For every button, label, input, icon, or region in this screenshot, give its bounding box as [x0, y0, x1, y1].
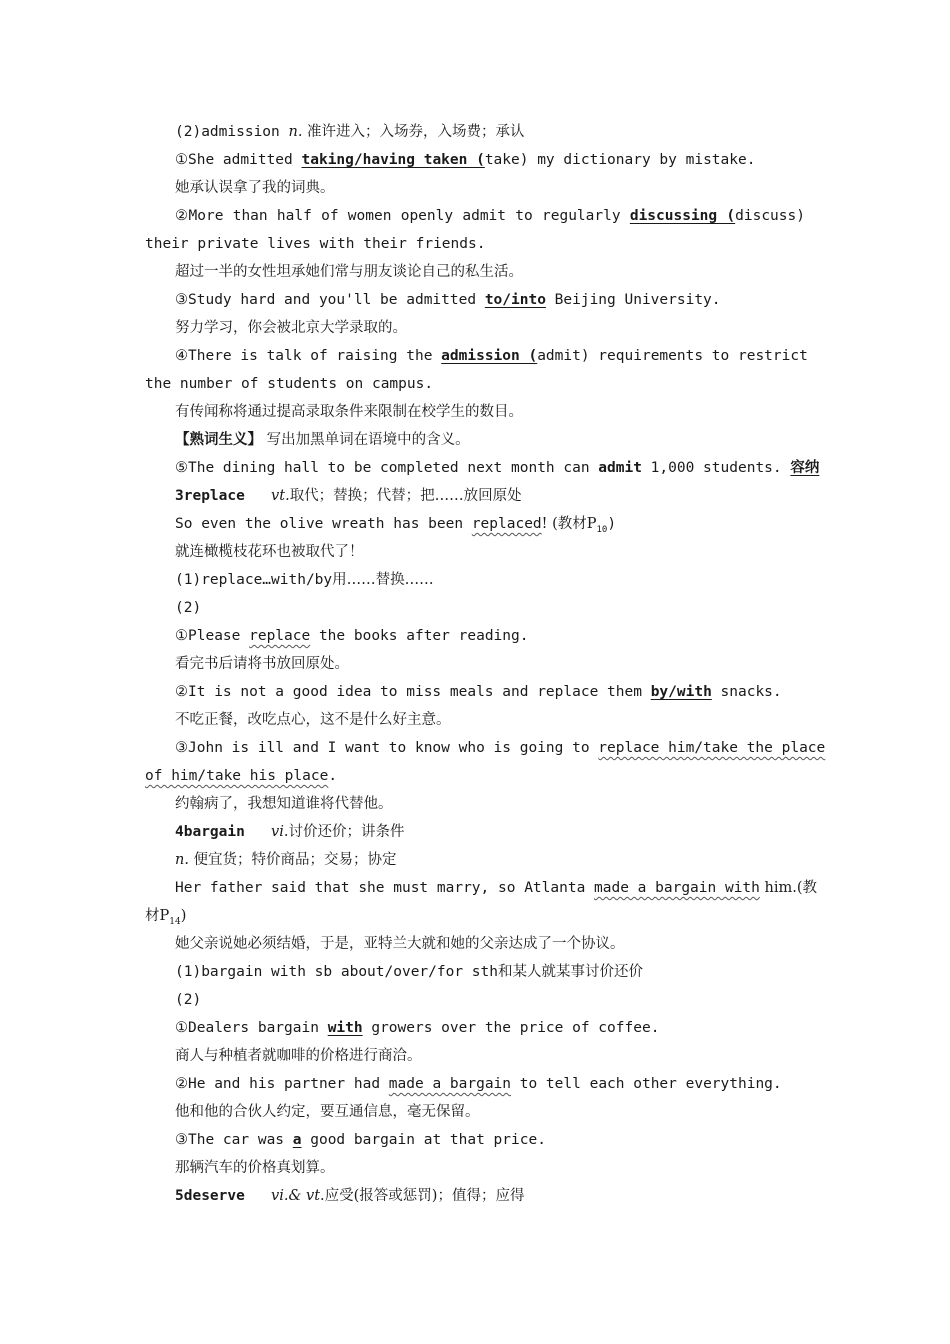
highlight-phrase: made a bargain with [594, 880, 760, 896]
vocab-meaning: 应受(报答或惩罚)；值得；应得 [324, 1188, 525, 1204]
answer-blank: to/into [484, 292, 546, 308]
text-line: (2) [175, 992, 202, 1008]
text-line [175, 622, 815, 650]
text-line [175, 1126, 815, 1154]
text-line [175, 874, 818, 902]
text-span: ③Study hard and you'll be admitted [175, 292, 485, 308]
page-subscript: 14 [169, 916, 181, 927]
highlight-phrase: replace him/take the place [598, 740, 826, 756]
text-span: 准许进入；入场券，入场费；承认 [302, 124, 525, 140]
text-span: discuss) [735, 208, 805, 224]
text-span: admit) requirements to restrict [537, 348, 808, 364]
text-line [175, 342, 808, 370]
text-span: ②It is not a good idea to miss meals and replace them [175, 684, 651, 700]
highlight-phrase: replace [249, 628, 311, 644]
answer-blank: by/with [650, 684, 712, 700]
text-span: ⑤The dining hall to be completed next month can [175, 460, 599, 476]
vocab-entry [175, 482, 815, 510]
text-line [175, 286, 815, 314]
text-span: ) [180, 908, 187, 924]
text-line [175, 566, 815, 594]
vocab-entry [175, 1182, 815, 1210]
answer-blank: a [292, 1132, 302, 1148]
heading-label: 【熟词生义】 [175, 431, 262, 448]
text-span: Beijing University. [545, 292, 721, 308]
highlight-phrase: replaced [471, 516, 542, 532]
text-span: 和某人就某事讨价还价 [498, 964, 644, 980]
vocab-entry [175, 818, 815, 846]
text-line [175, 118, 815, 146]
answer-blank: admission ( [441, 348, 538, 364]
text-span: 用……替换…… [332, 572, 434, 588]
translation-line: 超过一半的女性坦承她们常与朋友谈论自己的私生活。 [175, 264, 523, 280]
vocab-meaning: 取代；替换；代替；把……放回原处 [289, 488, 522, 504]
vocab-word: 5deserve [175, 1188, 245, 1204]
text-span: the books after reading. [310, 628, 529, 644]
text-span: 1,000 students. [641, 460, 791, 476]
text-span: ①Please [175, 628, 250, 644]
text-span: ③The car was [175, 1132, 293, 1148]
text-span: ②He and his partner had [175, 1076, 389, 1092]
text-span: ①Dealers bargain [175, 1020, 328, 1036]
translation-line: 她承认误拿了我的词典。 [175, 180, 335, 196]
text-span: . [328, 768, 338, 784]
translation-line: 努力学习，你会被北京大学录取的。 [175, 320, 407, 336]
text-line [175, 454, 820, 482]
text-line [175, 958, 815, 986]
text-span: him.(教 [759, 880, 818, 896]
answer-blank: 容纳 [790, 459, 820, 476]
text-span: to tell each other everything. [511, 1076, 782, 1092]
heading-text: 写出加黑单词在语境中的含义。 [262, 432, 470, 448]
text-span: good bargain at that price. [301, 1132, 546, 1148]
text-span: growers over the price of coffee. [362, 1020, 660, 1036]
text-span: ②More than half of women openly admit to regularly [175, 208, 630, 224]
translation-line: 不吃正餐，改吃点心，这不是什么好主意。 [175, 712, 451, 728]
vocab-word: 3replace [175, 488, 245, 504]
answer-blank: taking/having taken ( [301, 152, 485, 168]
text-line: (2) [175, 600, 202, 616]
text-line [145, 902, 807, 930]
text-line: their private lives with their friends. [145, 236, 486, 252]
section-heading [175, 426, 815, 454]
text-span: Her father said that she must marry, so Atlanta [175, 880, 595, 896]
text-span: So even the olive wreath has been [175, 516, 472, 532]
part-of-speech: vt. [271, 488, 290, 504]
answer-blank: discussing ( [629, 208, 736, 224]
text-line [175, 1070, 815, 1098]
text-span: ①She admitted [175, 152, 302, 168]
translation-line: 看完书后请将书放回原处。 [175, 656, 349, 672]
text-span: (2)admission [175, 124, 280, 140]
text-span: (1)bargain with sb about/over/for sth [175, 964, 499, 980]
text-span: snacks. [711, 684, 782, 700]
text-line [175, 202, 805, 230]
text-span: ④There is talk of raising the [175, 348, 442, 364]
text-span: ③John is ill and I want to know who is going to [175, 740, 599, 756]
text-line [175, 146, 815, 174]
highlight-phrase: made a bargain [388, 1076, 512, 1092]
translation-line: 他和他的合伙人约定，要互通信息，毫无保留。 [175, 1104, 480, 1120]
translation-line: 就连橄榄枝花环也被取代了！ [175, 544, 364, 560]
text-line [175, 678, 815, 706]
vocab-meaning: 便宜货；特价商品；交易；协定 [188, 852, 397, 868]
vocab-word: 4bargain [175, 824, 245, 840]
answer-blank: with [327, 1020, 363, 1036]
translation-line: 她父亲说她必须结婚，于是，亚特兰大就和她的父亲达成了一个协议。 [175, 936, 625, 952]
text-span: ) [607, 516, 617, 532]
bold-word: admit [598, 460, 642, 476]
part-of-speech: n. [288, 124, 303, 140]
part-of-speech: n. [175, 852, 189, 868]
text-line [175, 510, 815, 538]
translation-line: 约翰病了，我想知道谁将代替他。 [175, 796, 393, 812]
text-span: (1)replace…with/by [175, 572, 333, 588]
part-of-speech: vi.& vt. [271, 1188, 325, 1204]
text-line [145, 762, 807, 790]
translation-line: 那辆汽车的价格真划算。 [175, 1160, 335, 1176]
page-subscript: 10 [596, 524, 608, 535]
text-span: ! (教材P [541, 516, 597, 532]
translation-line: 商人与种植者就咖啡的价格进行商洽。 [175, 1048, 422, 1064]
text-span: take) my dictionary by mistake. [484, 152, 756, 168]
highlight-phrase: of him/take his place [145, 768, 329, 784]
text-line [175, 734, 826, 762]
text-line: the number of students on campus. [145, 376, 434, 392]
text-line [175, 1014, 815, 1042]
vocab-entry [175, 846, 815, 874]
vocab-meaning: 讨价还价；讲条件 [288, 824, 405, 840]
translation-line: 有传闻称将通过提高录取条件来限制在校学生的数目。 [175, 404, 523, 420]
part-of-speech: vi. [271, 824, 289, 840]
text-span: 材P [145, 908, 170, 924]
